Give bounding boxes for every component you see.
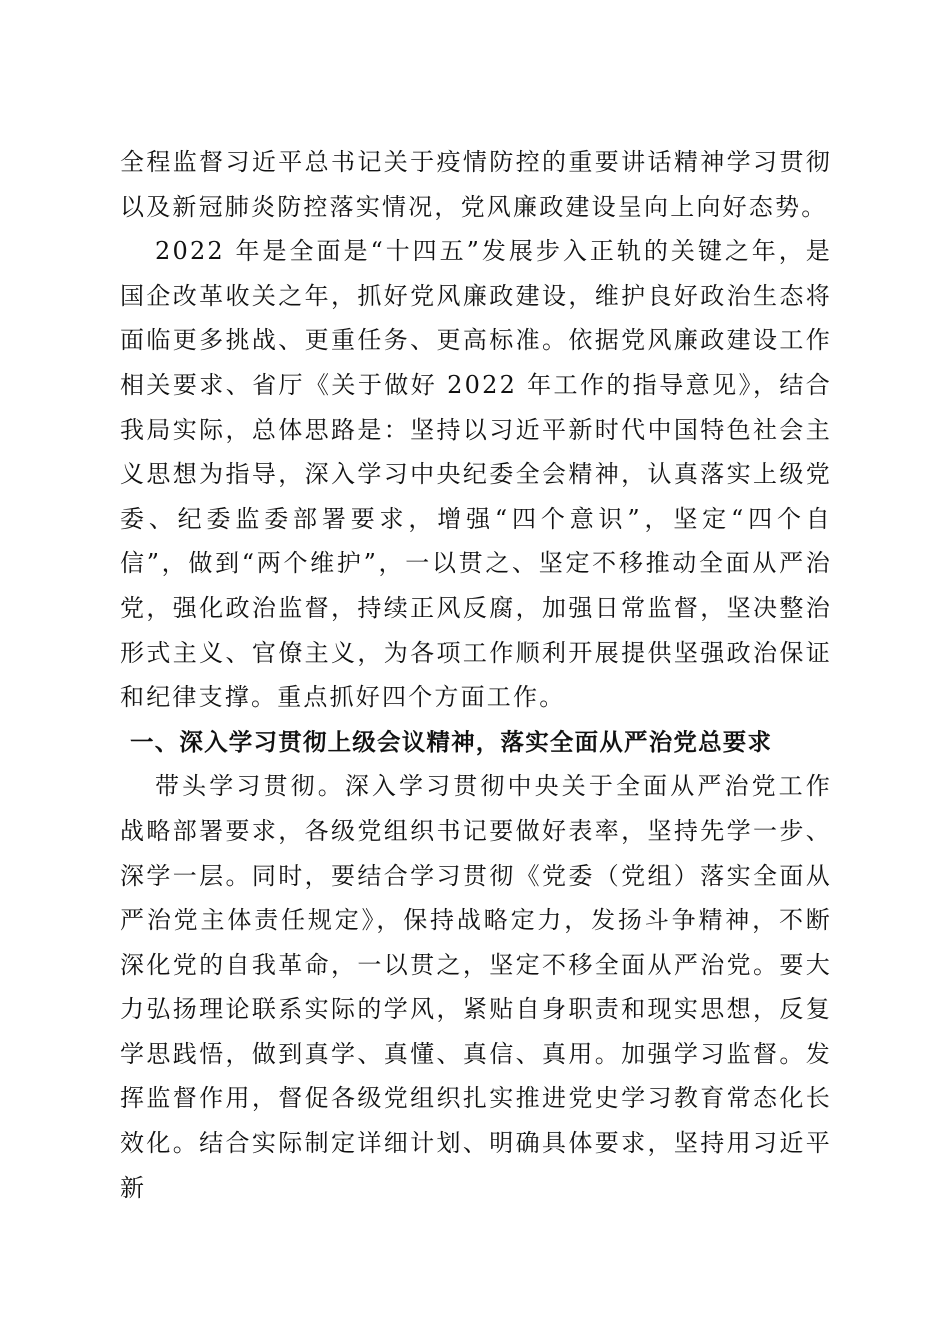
paragraph-overall-approach: 2022 年是全面是“十四五”发展步入正轨的关键之年，是国企改革收关之年，抓好党风廉政建设，维护良好政治生态将面临更多挑战、更重任务、更高标准。依据党风廉政建设工作相关要求、省厅《关于做好 2022 年工作的指导意见》，结合我局实际，总体思路是：坚持以习近平新时代中国特色社会主义思想为指导，深入学习中央纪委全会精神，认真落实上级党委、纪委监委部署要求，增强“四个意识”，坚定“四个自信”，做到“两个维护”，一以贯之、坚定不移推动全面从严治党，强化政治监督，持续正风反腐，加强日常监督，坚决整治形式主义、官僚主义，为各项工作顺利开展提供坚强政治保证和纪律支撑。重点抓好四个方面工作。	[120, 237, 832, 712]
paragraph-study-implementation: 带头学习贯彻。深入学习贯彻中央关于全面从严治党工作战略部署要求，各级党组织书记要做好表率，坚持先学一步、深学一层。同时，要结合学习贯彻《党委（党组）落实全面从严治党主体责任规定》，保持战略定力，发扬斗争精神，不断深化党的自我革命，一以贯之，坚定不移全面从严治党。要大力弘扬理论联系实际的学风，紧贴自身职责和现实思想，反复学思践悟，做到真学、真懂、真信、真用。加强学习监督。发挥监督作用，督促各级党组织扎实推进党史学习教育常态化长效化。结合实际制定详细计划、明确具体要求，坚持用习近平新	[120, 772, 832, 1202]
document-body	[120, 140, 832, 1210]
paragraph-intro-continuation: 全程监督习近平总书记关于疫情防控的重要讲话精神学习贯彻以及新冠肺炎防控落实情况，党风廉政建设呈向上向好态势。	[120, 148, 832, 221]
section-heading-1: 一、深入学习贯彻上级会议精神，落实全面从严治党总要求	[130, 727, 773, 756]
